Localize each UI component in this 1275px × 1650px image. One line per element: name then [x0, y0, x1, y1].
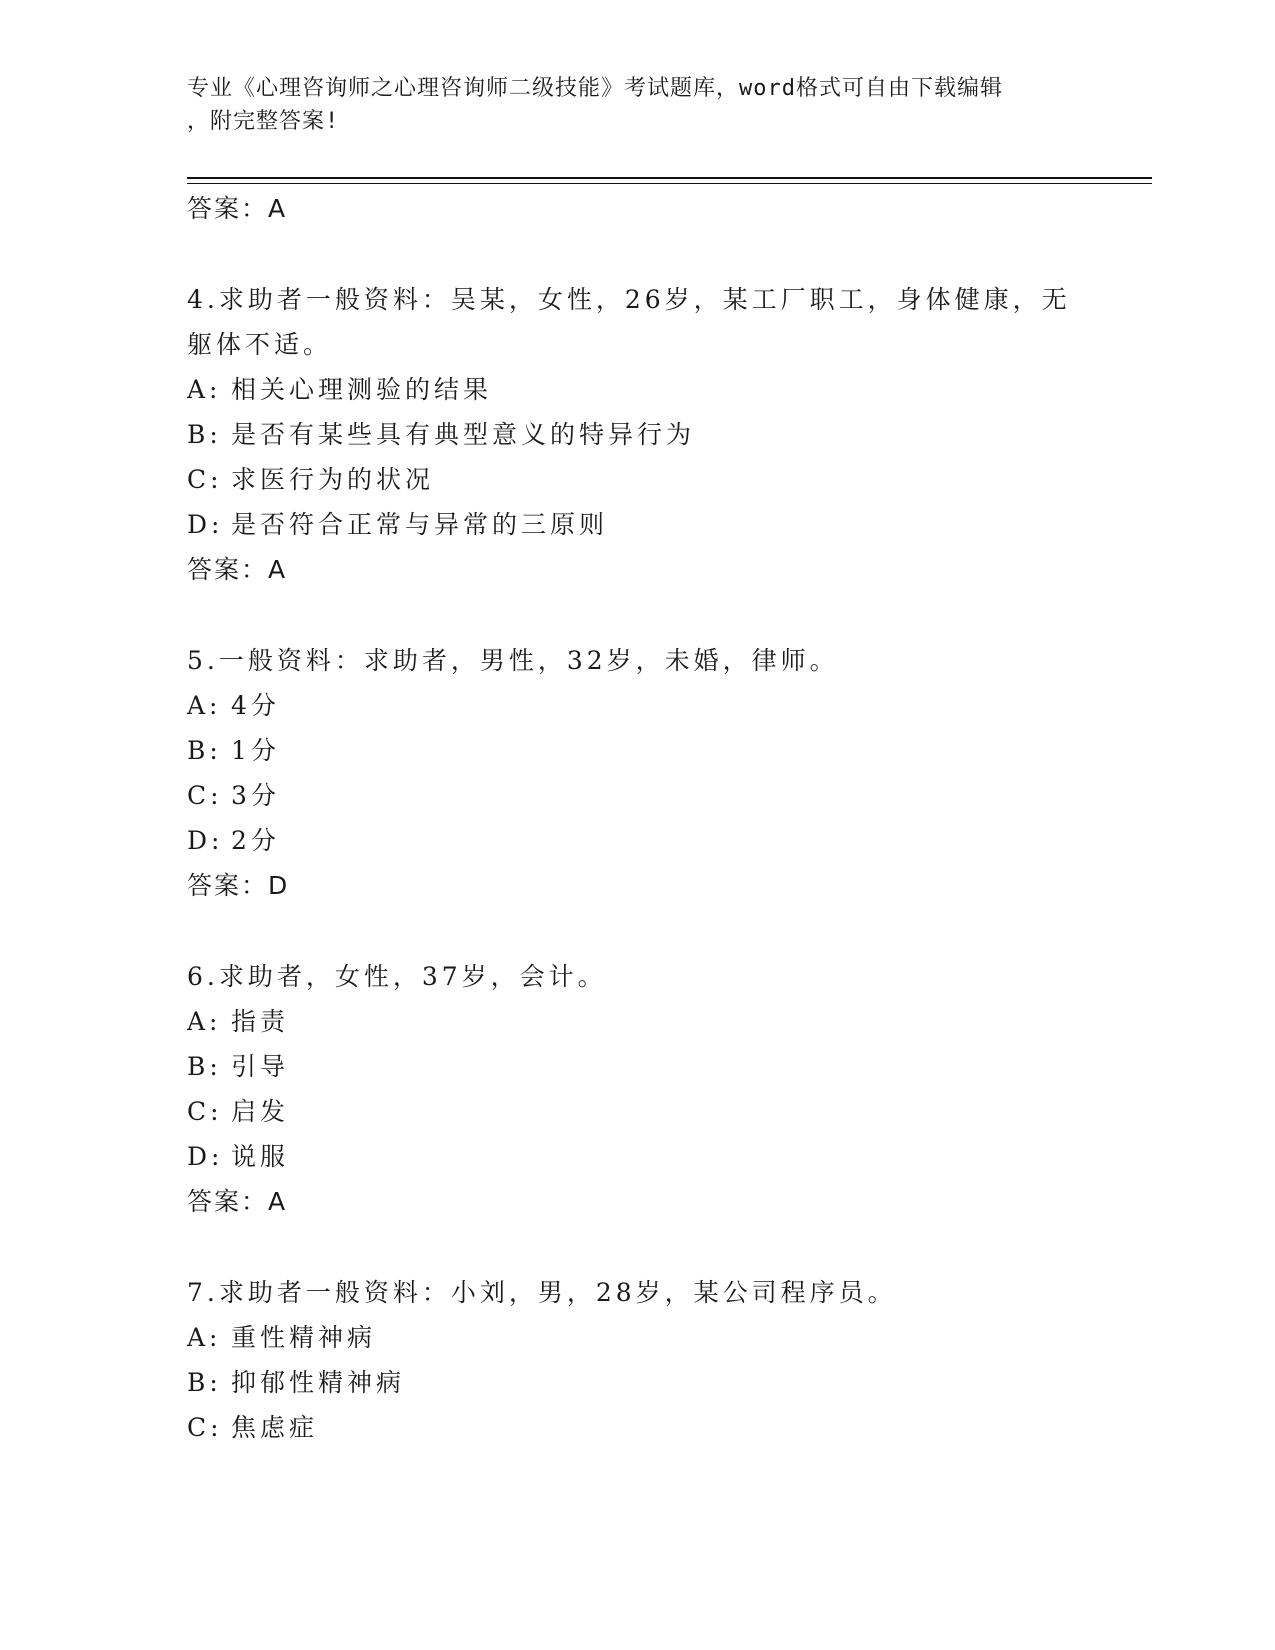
- option-d: [187, 1134, 1087, 1179]
- answer-line: [187, 186, 1087, 231]
- option-text: 启发: [231, 1097, 290, 1126]
- answer-prefix: 答案：: [187, 194, 269, 223]
- option-c: [187, 457, 1087, 502]
- option-b: [187, 412, 1087, 457]
- option-label: C:: [187, 465, 223, 494]
- option-label: D:: [187, 510, 224, 539]
- question-4: [187, 277, 1087, 592]
- header-divider-thick: [187, 177, 1152, 179]
- answer-line: [187, 863, 1087, 908]
- option-b: [187, 728, 1087, 773]
- option-label: B:: [187, 1052, 222, 1081]
- question-list: [187, 186, 1087, 1450]
- option-text: 说服: [231, 1142, 290, 1171]
- option-text: 求医行为的状况: [231, 465, 435, 494]
- option-a: [187, 367, 1087, 412]
- option-c: [187, 1089, 1087, 1134]
- option-text: 重性精神病: [231, 1323, 377, 1352]
- option-text: 1分: [231, 736, 280, 765]
- option-d: [187, 818, 1087, 863]
- option-label: C:: [187, 1097, 223, 1126]
- question-stem-continued: 躯体不适。: [187, 330, 333, 359]
- option-a: [187, 1315, 1087, 1360]
- option-text: 是否有某些具有典型意义的特异行为: [231, 420, 696, 449]
- option-b: [187, 1044, 1087, 1089]
- question-6: [187, 954, 1087, 1224]
- option-label: C:: [187, 781, 223, 810]
- option-label: B:: [187, 736, 222, 765]
- option-text: 引导: [231, 1052, 290, 1081]
- question-5: [187, 638, 1087, 908]
- option-label: D:: [187, 826, 224, 855]
- option-text: 指责: [231, 1007, 290, 1036]
- answer-prefix: 答案：: [187, 871, 269, 900]
- option-label: B:: [187, 1368, 222, 1397]
- option-label: A:: [187, 1323, 222, 1352]
- answer-line: [187, 547, 1087, 592]
- option-a: [187, 683, 1087, 728]
- header-line-2: ，附完整答案!: [187, 109, 340, 134]
- option-label: B:: [187, 420, 222, 449]
- option-a: [187, 999, 1087, 1044]
- option-c: [187, 773, 1087, 818]
- answer-value: D: [268, 871, 290, 900]
- option-text: 2分: [231, 826, 280, 855]
- header-line-1: 专业《心理咨询师之心理咨询师二级技能》考试题库，word格式可自由下载编辑: [187, 76, 1003, 101]
- option-label: D:: [187, 1142, 224, 1171]
- option-b: [187, 1360, 1087, 1405]
- answer-line: [187, 1179, 1087, 1224]
- option-c: [187, 1405, 1087, 1450]
- question-stem: 4.求助者一般资料：吴某，女性，26岁，某工厂职工，身体健康，无: [187, 285, 1071, 314]
- option-text: 3分: [231, 781, 280, 810]
- answer-value: A: [268, 194, 288, 223]
- option-text: 焦虑症: [231, 1413, 319, 1442]
- option-text: 4分: [231, 691, 280, 720]
- option-text: 相关心理测验的结果: [231, 375, 493, 404]
- document-header: [187, 72, 1077, 138]
- answer-value: A: [268, 555, 288, 584]
- header-divider-thin: [187, 183, 1152, 184]
- answer-prefix: 答案：: [187, 1187, 269, 1216]
- question-7: [187, 1270, 1087, 1450]
- question-stem: 7.求助者一般资料：小刘，男，28岁，某公司程序员。: [187, 1278, 897, 1307]
- option-d: [187, 502, 1087, 547]
- option-label: A:: [187, 1007, 222, 1036]
- option-text: 是否符合正常与异常的三原则: [231, 510, 609, 539]
- question-stem: 6.求助者，女性，37岁，会计。: [187, 962, 607, 991]
- option-label: A:: [187, 375, 222, 404]
- answer-value: A: [268, 1187, 288, 1216]
- answer-prefix: 答案：: [187, 555, 269, 584]
- option-label: A:: [187, 691, 222, 720]
- question-stem: 5.一般资料：求助者，男性，32岁，未婚，律师。: [187, 646, 839, 675]
- option-text: 抑郁性精神病: [231, 1368, 406, 1397]
- option-label: C:: [187, 1413, 223, 1442]
